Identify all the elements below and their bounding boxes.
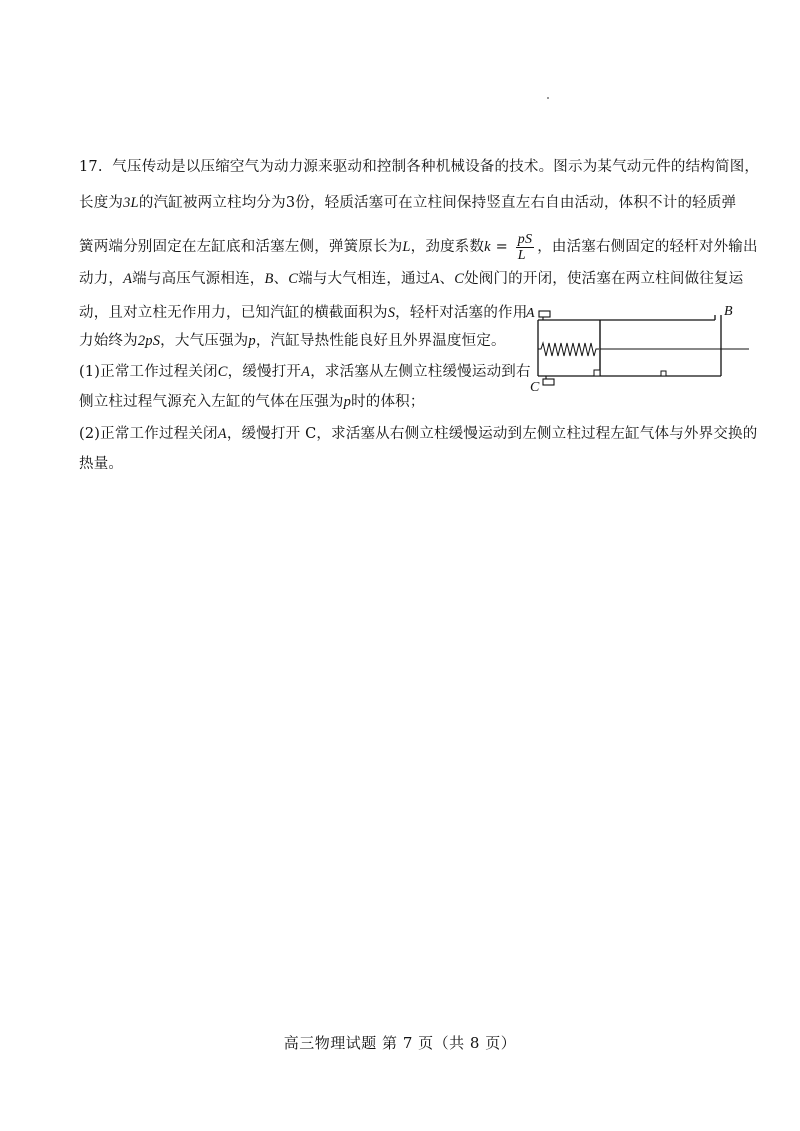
fraction-numerator: pS	[517, 231, 533, 247]
spring	[538, 343, 599, 356]
question-line-5: 动，且对立柱无作用力，已知汽缸的横截面积为S，轻杆对活塞的作用	[79, 305, 528, 321]
label-a: A	[526, 306, 535, 321]
valve-c-box	[543, 379, 554, 385]
question-number: 17.	[79, 159, 103, 175]
page-footer: 高三物理试题 第 7 页（共 8 页）	[283, 1034, 517, 1052]
valve-a-box	[539, 311, 550, 317]
scan-speck	[547, 97, 549, 99]
part-2-line-2: 热量。	[79, 456, 124, 472]
left-post	[594, 370, 600, 376]
pneumatic-cylinder-figure	[525, 300, 755, 392]
question-line-6: 力始终为2pS，大气压强为p，汽缸导热性能良好且外界温度恒定。	[79, 333, 506, 349]
part-2-line-1: (2)正常工作过程关闭A，缓慢打开 C，求活塞从右侧立柱缓慢运动到左侧立柱过程左缸气体与外界交换的	[79, 426, 758, 442]
label-b: B	[724, 304, 733, 319]
cylinder-diagram	[525, 300, 755, 392]
question-line-2: 长度为3L的汽缸被两立柱均分为3份，轻质活塞可在立柱间保持竖直左右自由活动，体积不计的轻质弹	[79, 195, 737, 211]
fraction-denominator: L	[517, 247, 526, 263]
right-post	[661, 371, 666, 376]
label-c: C	[530, 380, 540, 392]
part-1-line-1: (1)正常工作过程关闭C，缓慢打开A，求活塞从左侧立柱缓慢运动到右	[79, 364, 531, 380]
part-1-line-2: 侧立柱过程气源充入左缸的气体在压强为p时的体积；	[79, 394, 425, 410]
question-line-3: 簧两端分别固定在左缸底和活塞左侧，弹簧原长为L，劲度系数k = $\frac{pS}{L}$ ，由活塞右侧固定的轻杆对外输出	[79, 231, 758, 263]
spring-constant-fraction	[516, 232, 534, 263]
question-line-4: 动力，A端与高压气源相连，B、C端与大气相连，通过A、C处阀门的开闭，使活塞在两立柱间做往复运	[79, 271, 744, 287]
question-line-1: 17. 气压传动是以压缩空气为动力源来驱动和控制各种机械设备的技术。图示为某气动元件的结构简图，	[79, 159, 760, 175]
